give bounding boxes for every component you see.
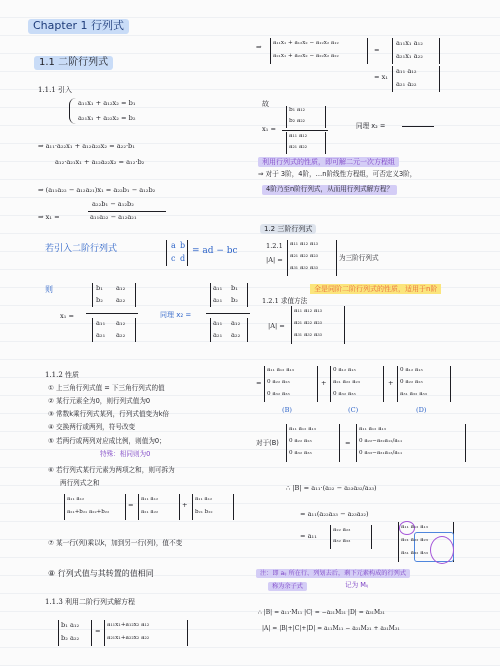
note-line-2: ⇒ 对于 3阶，4阶，…n阶线性方程组，可否定义3阶， [258,170,417,178]
s113-left-bottom: b₂ a₂₂ [61,634,80,642]
p6-r1-bottom: a₂₁ a₂₂ [141,509,159,515]
tag-b: (B) [282,406,292,414]
exp-b-row-3: 0 a₃₂ a₃₃ [267,391,290,397]
p6-plus: + [182,501,188,509]
subsection-heading-1-1-3: 1.1.3 利用二阶行列式解方程 [45,598,136,606]
s121-label: |A| = [266,256,283,264]
x1-numerator: a₂₂b₁ − a₁₂b₂ [92,200,134,208]
subsection-heading-1-2-1: 1.2.1 [266,242,283,250]
b-row-3: 0 a₃₂ a₃₃ [289,450,312,456]
final-line-1: ∴ |B| = a₁₁·M₁₁ |C| = −a₂₁M₂₁ |D| = a₃₁M₃₁ [258,609,385,616]
x1-denominator: a₁₁a₂₂ − a₁₂a₂₁ [90,213,137,221]
property-6: ⑥ 若行列式某行元素为两项之和，则可拆为 [48,466,175,474]
gu-label: 故 [262,100,269,108]
tiny-b1: b₁ [96,284,103,292]
r1-arrow: ⇒ [256,43,262,51]
calc-line-2: = a₁₁(a₂₂a₃₃ − a₂₃a₃₂) [300,510,369,518]
b2-row-1: a₁₁ a₁₂ a₁₃ [359,426,387,432]
property-2: ② 某行元素全为0，则行列式值为0 [48,397,151,405]
final-line-2: |A| = |B|+|C|+|D| = a₁₁M₁₁ − a₂₁M₂₁ + a₃₁M₃₁ [262,625,400,632]
gu-x1: x₁ = [262,125,276,133]
b-row-2: 0 a₂₂ a₂₃ [289,438,312,444]
r2-bottom: a₂₁ a₂₂ [396,80,417,88]
m2-d: d [180,254,186,263]
s113-left-top: b₁ a₁₂ [61,621,80,629]
s113-equals: = [95,627,101,635]
x2-a21: a₂₁ [213,296,223,304]
derivation-step-2: a₁₂·a₂₁x₁ + a₁₂a₂₂x₂ = a₁₂·b₂ [55,158,145,166]
tri-row-2: a₂₁ a₂₂ a₂₃ [294,320,322,326]
x2-den-a22: a₂₂ [231,331,241,339]
exp-d-row-1: 0 a₁₂ a₁₃ [400,367,423,373]
m3-row-2: a₂₁ a₂₂ a₂₃ [290,253,318,259]
expansion-plus-1: + [321,379,327,387]
remark-mij: 记为 Mᵢⱼ [345,581,369,589]
intro-text: 若引入二阶行列式 [45,244,118,254]
system-equation-2: a₂₁x₁ + a₂₂x₂ = b₂ [78,114,136,122]
exp-d-row-3: a₃₁ a₃₂ a₃₃ [400,391,428,397]
s113-right-top: a₁₁x₁+a₁₂x₂ a₁₂ [107,622,150,628]
exp-d-row-2: 0 a₂₂ a₂₃ [400,379,423,385]
b-row-1: a₁₁ a₁₂ a₁₃ [289,426,317,432]
r1-top: a₁₁x₁ + a₁₂x₂ − a₁₂x₂ a₁₂ [273,40,339,46]
subsection-heading-1-1-1: 1.1.1 引入 [38,86,73,94]
remark-line-1: 注：即 aᵢⱼ 所在行、列划去后，剩下元素构成的行列式 [256,569,410,578]
gu-num-top: b₁ a₁₂ [289,107,305,113]
subsection-heading-1-1-2: 1.1.2 性质 [45,371,80,379]
x2-den-a12: a₁₂ [231,319,241,327]
s122-label: |A| = [268,322,285,330]
tiny-a21: a₂₁ [96,331,106,339]
equation-system-brace [69,98,76,124]
x1-lhs: ⇒ x₁ = [38,213,60,221]
property-8: ⑧ 行列式值与其转置的值相同 [48,569,154,578]
tiny-a11: a₁₁ [96,319,106,327]
r1-bottom: a₂₁x₁ + a₂₂x₂ − a₂₂x₂ a₂₂ [273,53,339,59]
p6-r2-top: a₁₁ a₁₂ [195,496,213,502]
calc-minor-bottom: a₃₂ a₃₃ [333,538,351,544]
note-line-3: 4阶乃至n阶行列式，从而用行列式解方程？ [262,185,397,195]
property-7: ⑦ 某一行(列)乘以k，加到另一行(列)，值不变 [48,539,183,547]
property-1: ① 上三角行列式值 = 下三角行列式的值 [48,384,165,392]
expansion-equals: = [256,379,262,387]
tag-d: (D) [416,406,427,414]
m2-value: = ad − bc [192,246,238,256]
exp-c-row-3: 0 a₃₂ a₃₃ [333,391,356,397]
x1-eq-label: x₁ = [60,312,74,320]
property-5-special: 特殊：相同则为0 [100,450,151,458]
m2-a: a [171,241,176,250]
x2-b2: b₂ [231,296,238,304]
r1-m-top: a₁₁x₁ a₁₂ [396,39,423,47]
property-5: ⑤ 若两行或两列对应成比例，则值为0； [48,437,166,445]
calc-line-1: ∴ |B| = a₁₁·(a₂₂ − a₂₃a₃₂/a₃₃) [286,484,377,492]
b2-row-2: 0 a₂₂−a₃₂a₁₂/a₁₁ [359,438,403,444]
x2-a11: a₁₁ [213,284,223,292]
x2-same-label: 同理 x₂ = [160,311,192,319]
purple-swirl [430,536,454,564]
m3-row-1: a₁₁ a₁₂ a₁₃ [290,241,318,247]
x2-den-a11: a₁₁ [213,319,223,327]
exp-c-row-2: a₂₁ a₂₂ a₂₃ [333,379,361,385]
calc-minor-top: a₂₂ a₂₃ [333,527,351,533]
calc-line-3: = a₁₁ [300,532,317,540]
m3-note: 为三阶行列式 [339,254,379,262]
gu-den-bottom: a₂₁ a₂₂ [289,144,308,150]
exp-c-row-1: 0 a₁₂ a₁₃ [333,367,356,373]
tiny-b2: b₂ [96,296,103,304]
tiny-a22-den: a₂₂ [116,331,126,339]
x2-fraction-bar [206,313,250,314]
gu-den-top: a₁₁ a₁₂ [289,133,308,139]
tiny-a12: a₁₂ [116,284,126,292]
s113-right-bottom: a₂₁x₁+a₂₂x₂ a₂₂ [107,635,150,641]
system-equation-1: a₁₁x₁ + a₁₂x₂ = b₁ [78,99,136,107]
chapter-title: Chapter 1 行列式 [28,19,129,34]
derivation-step-3: ⇒ (a₁₁a₂₂ − a₁₂a₂₁)x₁ = a₂₂b₁ − a₁₂b₂ [38,186,156,194]
property-6-continued: 两行列式之和 [60,479,100,487]
b-equals: = [345,439,351,447]
b2-row-3: 0 a₃₃−a₃₁a₁₃/a₁₁ [359,450,403,456]
x1-fraction-bar [88,211,166,212]
r1-equals: = [374,46,380,54]
p6-lhs-bottom: a₂₁+b₂₁ a₂₂+b₂₂ [67,509,110,515]
big-row-2: a₂₁ a₂₂ a₂₃ [401,537,429,543]
for-b-label: 对于(B) [256,439,279,447]
r2-top: a₁₁ a₁₂ [396,67,417,75]
tiny-a22: a₂₂ [116,296,126,304]
expansion-plus-2: + [388,379,394,387]
gu-same-label: 同理 x₂ = [356,122,386,130]
m2-b: b [180,241,186,250]
p6-lhs-top: a₁₁ a₁₂ [67,496,85,502]
property-4: ④ 交换两行或两列，符号改变 [48,423,136,431]
gu-x2-fraction-bar [402,126,434,127]
exp-b-row-1: a₁₁ a₁₂ a₁₃ [267,367,295,373]
tiny-a12-den: a₁₂ [116,319,126,327]
tri-row-3: a₃₁ a₃₂ a₃₃ [294,332,322,338]
section-heading-1-1: 1.1 二阶行列式 [34,56,113,70]
x1-det-fraction-bar [86,313,138,314]
subsection-heading-1-2-2: 1.2.1 求值方法 [262,297,308,305]
big-row-1: a₁₁ a₁₂ a₁₃ [401,524,429,530]
x2-b1: b₁ [231,284,238,292]
m2-c: c [171,254,176,263]
p6-r2-bottom: b₂₁ b₂₂ [195,509,213,515]
p6-equals: = [128,501,134,509]
gu-num-bottom: b₂ a₂₂ [289,118,305,124]
big-row-3: a₃₁ a₃₂ a₃₃ [401,550,429,556]
then-label: 则 [45,285,53,294]
x2-den-a21: a₂₁ [213,331,223,339]
derivation-step-1: ⇒ a₁₁·a₂₂x₁ + a₁₂a₂₂x₂ = a₂₂·b₁ [38,142,135,150]
p6-r1-top: a₁₁ a₁₂ [141,496,159,502]
m3-row-3: a₃₁ a₃₂ a₃₃ [290,265,318,271]
note-line-1: 利用行列式的性质，即可解二元一次方程组 [258,157,399,167]
property-3: ③ 常数k乘行列式某列，行列式值变为k倍 [48,410,170,418]
property-note: 全是同阶二阶行列式的性质，适用于n阶 [310,284,441,294]
remark-line-2: 称为余子式 [268,582,307,591]
exp-b-row-2: 0 a₂₂ a₂₃ [267,379,290,385]
gu-fraction-bar [282,130,328,131]
r1-m-bottom: a₂₁x₁ a₂₂ [396,52,423,60]
tri-row-1: a₁₁ a₁₂ a₁₃ [294,308,322,314]
tag-c: (C) [348,406,359,414]
r2-eq-x1: = x₁ [374,73,388,81]
section-heading-1-2: 1.2 三阶行列式 [260,224,316,234]
